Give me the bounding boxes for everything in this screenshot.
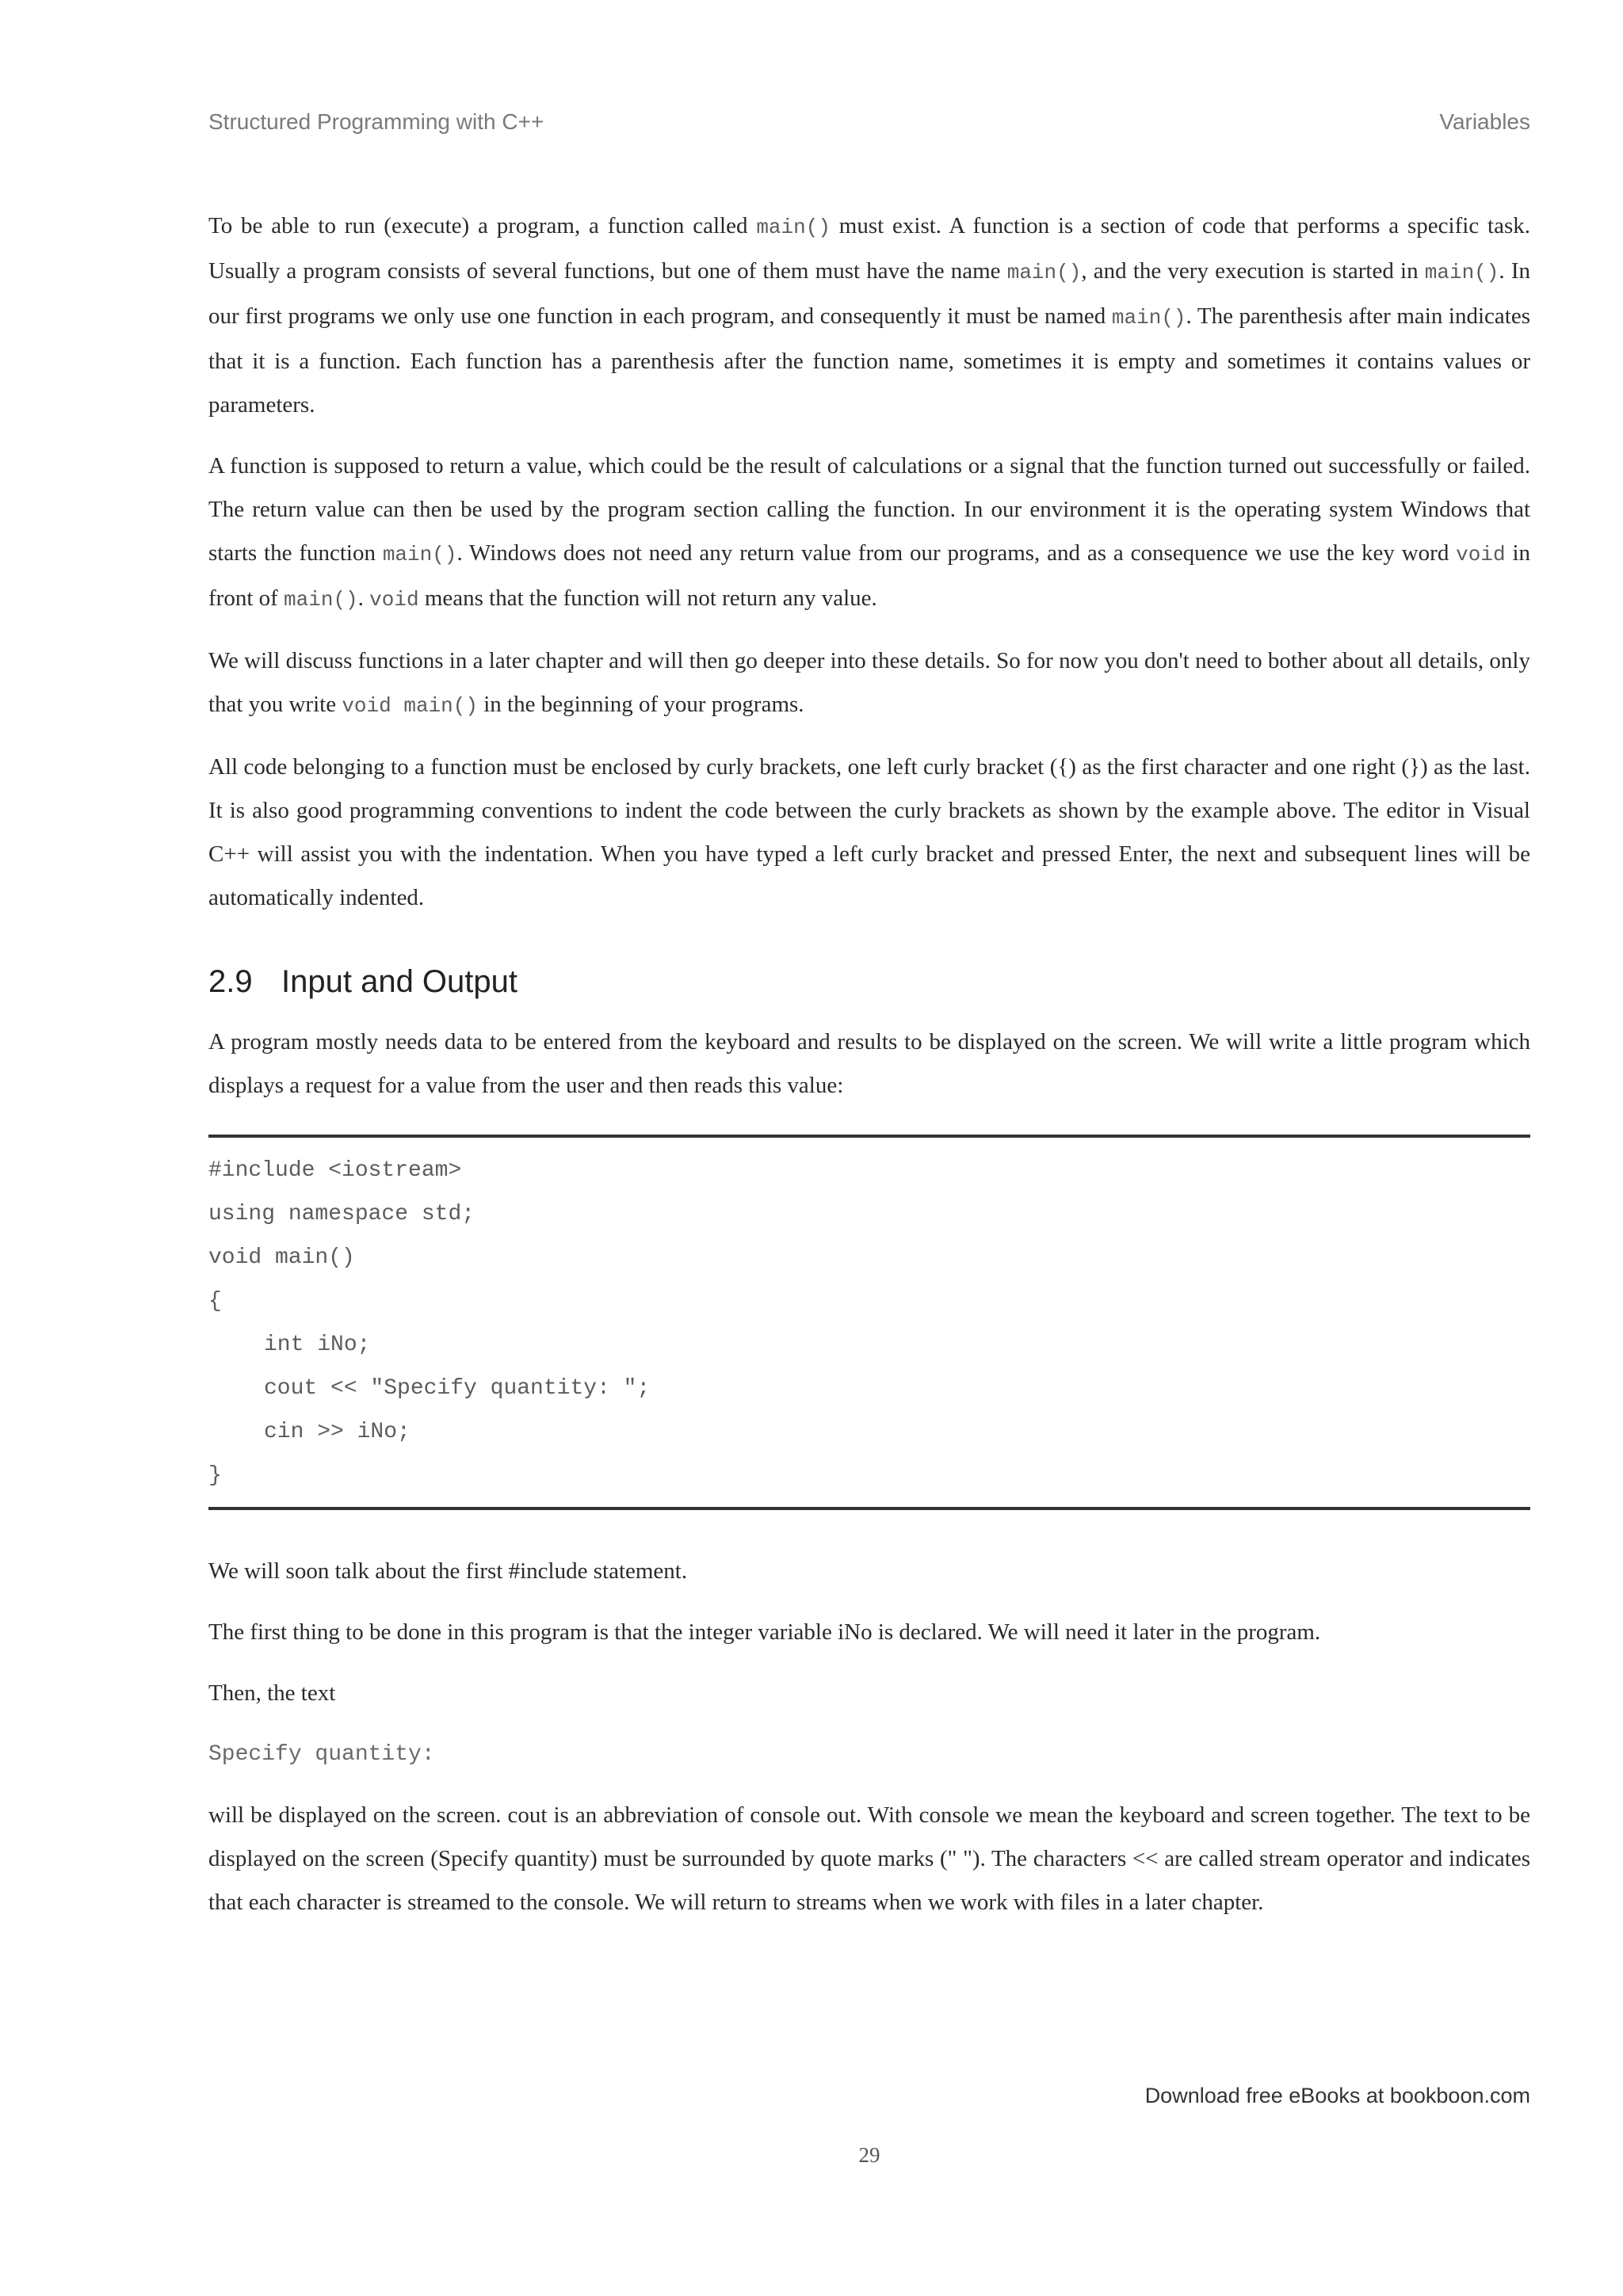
inline-code: main() — [1111, 306, 1186, 330]
header-chapter-title: Variables — [1439, 109, 1530, 134]
paragraph-include-note: We will soon talk about the first #include statement. — [208, 1558, 688, 1584]
code-line: } — [208, 1463, 222, 1488]
paragraph-input-output-intro: A program mostly needs data to be entered from the keyboard and results to be displayed on the screen. We will write a little program which displays a request for a value from the user and then reads this value: — [208, 1029, 1530, 1098]
page-body — [208, 204, 1530, 1942]
document-page — [208, 0, 1530, 2296]
paragraph-then-text: Then, the text — [208, 1680, 336, 1706]
inline-code: void — [1456, 543, 1506, 566]
code-line: #include <iostream> — [208, 1158, 462, 1183]
page-number: 29 — [858, 2143, 880, 2167]
paragraph-curly-brackets: All code belonging to a function must be enclosed by curly brackets, one left curly bracket ({) as the first character and one right (}) as the last. It is also good programming conventions to indent the code between the curly brackets as shown by the example above. The editor in Visual C++ will assist you with the indentation. When you have typed a left curly bracket and pressed Enter, the next and subsequent lines will be automatically indented. — [208, 754, 1530, 910]
footer-download-link[interactable]: Download free eBooks at bookboon.com — [1144, 2084, 1530, 2107]
section-number: 2.9 — [208, 964, 253, 999]
code-line: void main() — [208, 1245, 355, 1270]
paragraph-functions-later: We will discuss functions in a later chapter and will then go deeper into these details. So for now you don't need to bother about all details, only that you write void main() in the beginning of your programs. — [208, 648, 1530, 718]
code-listing — [208, 1135, 1530, 1510]
inline-code: main() — [1424, 261, 1499, 284]
inline-code: void — [369, 588, 419, 612]
code-line: { — [208, 1289, 222, 1314]
header-book-title: Structured Programming with C++ — [208, 109, 544, 134]
inline-code: void main() — [342, 694, 478, 718]
inline-code: main() — [756, 215, 831, 239]
running-header — [208, 109, 1530, 141]
code-line: cin >> iNo; — [264, 1420, 411, 1444]
section-title: Input and Output — [281, 964, 518, 999]
paragraph-return-value: A function is supposed to return a value, which could be the result of calculations or a signal that the function turned out successfully or failed. The return value can then be used by the program section calling the function. In our environment it is the operating system Windows that starts the function main(). Windows does not need any return value from our programs, and as a consequence we use the key word void in front of main(). void means that the function will not return any value. — [208, 453, 1530, 612]
code-sample-output: Specify quantity: — [208, 1742, 435, 1767]
code-line: int iNo; — [264, 1333, 371, 1357]
inline-code: main() — [284, 588, 358, 612]
code-line: using namespace std; — [208, 1202, 475, 1226]
code-line: cout << "Specify quantity: "; — [264, 1376, 651, 1401]
paragraph-integer-variable: The first thing to be done in this program is that the integer variable iNo is declared. We will need it later in the program. — [208, 1619, 1321, 1645]
inline-code: main() — [382, 543, 457, 566]
paragraph-cout-explanation: will be displayed on the screen. cout is an abbreviation of console out. With console we mean the keyboard and screen together. The text to be displayed on the screen (Specify quantity) must be surrounded by quote marks (" "). The characters << are called stream operator and indicates that each character is streamed to the console. We will return to streams when we work with files in a later chapter. — [208, 1802, 1530, 1915]
section-heading — [208, 964, 1530, 1000]
inline-code: main() — [1006, 261, 1082, 284]
paragraph-main-function: To be able to run (execute) a program, a function called main() must exist. A function is a section of code that performs a specific task. Usually a program consists of several functions, but one of them must have the name main(), and the very execution is started in main(). In our first programs we only use one function in each program, and consequently it must be named main(). The parenthesis after main indicates that it is a function. Each function has a parenthesis after the function name, sometimes it is empty and sometimes it contains values or parameters. — [208, 213, 1531, 418]
